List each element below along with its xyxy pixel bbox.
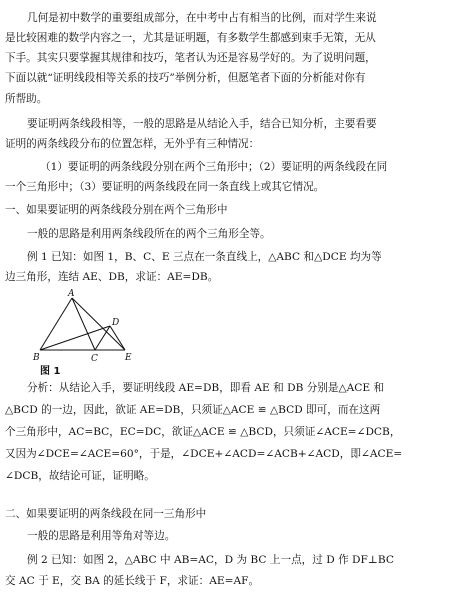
- example-1-line-1: 例 1 已知：如图 1，B、C、E 三点在一条直线上，△ABC 和△DCE 均为等: [27, 251, 382, 263]
- example-2-line-1: 例 2 已知：如图 2，△ABC 中 AB=AC，D 为 BC 上一点，过 D 作 DF⊥BC: [27, 554, 394, 566]
- method-paragraph-line-2: 证明的两条线段分布的位置怎样，无外乎有三种情况：: [5, 138, 260, 150]
- intro-paragraph-line-4: 下面以就“证明线段相等关系的技巧”举例分析，但愿笔者下面的分析能对你有: [5, 72, 366, 84]
- analysis-line-1: 分析：从结论入手，要证明线段 AE=DB，即看 AE 和 DB 分别是△ACE 和: [27, 382, 385, 394]
- cases-line-2: 一个三角形中；（3）要证明的两条线段在同一条直线上或其它情况。: [5, 181, 325, 193]
- section-heading-2: 二、如果要证明的两条线段在同一三角形中: [5, 508, 207, 520]
- section-1-idea: 一般的思路是利用两条线段所在的两个三角形全等。: [27, 228, 271, 240]
- analysis-line-4: 又因为∠DCE=∠ACE=60°，于是，∠DCE+∠ACD=∠ACB+∠ACD，即∠ACE=: [5, 448, 403, 460]
- cases-line-1: （1）要证明的两条线段分别在两个三角形中；（2）要证明的两条线段在同: [40, 161, 388, 173]
- intro-paragraph-line-5: 所帮助。: [5, 93, 48, 105]
- intro-paragraph-line-1: 几何是初中数学的重要组成部分，在中考中占有相当的比例，而对学生来说: [27, 12, 377, 24]
- label-B: B: [33, 353, 40, 363]
- analysis-line-2: △BCD 的一边，因此，欲证 AE=DB，只须证△ACE ≌ △BCD 即可，而在这两: [5, 404, 381, 416]
- analysis-line-5: ∠DCB，故结论可证，证明略。: [5, 470, 155, 482]
- line-AB: [40, 298, 72, 350]
- section-heading-1: 一、如果要证明的两条线段分别在两个三角形中: [5, 204, 228, 216]
- line-AC: [72, 298, 95, 350]
- label-A: A: [68, 289, 75, 299]
- label-D: D: [112, 318, 120, 328]
- analysis-line-3: 个三角形中，AC=BC，EC=DC，欲证△ACE ≌ △BCD，只须证∠ACE=∠DCB，: [5, 426, 401, 438]
- figure-1-caption: 图 1: [40, 366, 61, 377]
- label-E: E: [125, 353, 132, 363]
- label-C: C: [91, 354, 98, 364]
- method-paragraph-line-1: 要证明两条线段相等，一般的思路是从结论入手，结合已知分析，主要看要: [27, 118, 377, 130]
- intro-paragraph-line-3: 下手。其实只要掌握其规律和技巧，笔者认为还是容易学好的。为了说明问题，: [5, 52, 376, 64]
- line-BD: [40, 326, 110, 350]
- intro-paragraph-line-2: 是比较困难的数学内容之一，尤其是证明题，有多数学生都感到束手无策，无从: [5, 32, 376, 44]
- example-2-line-2: 交 AC 于 E，交 BA 的延长线于 F，求证：AE=AF。: [5, 575, 260, 587]
- example-1-line-2: 边三角形，连结 AE、DB，求证：AE=DB。: [5, 271, 219, 283]
- section-2-idea: 一般的思路是利用等角对等边。: [27, 530, 176, 542]
- line-CD: [95, 326, 110, 350]
